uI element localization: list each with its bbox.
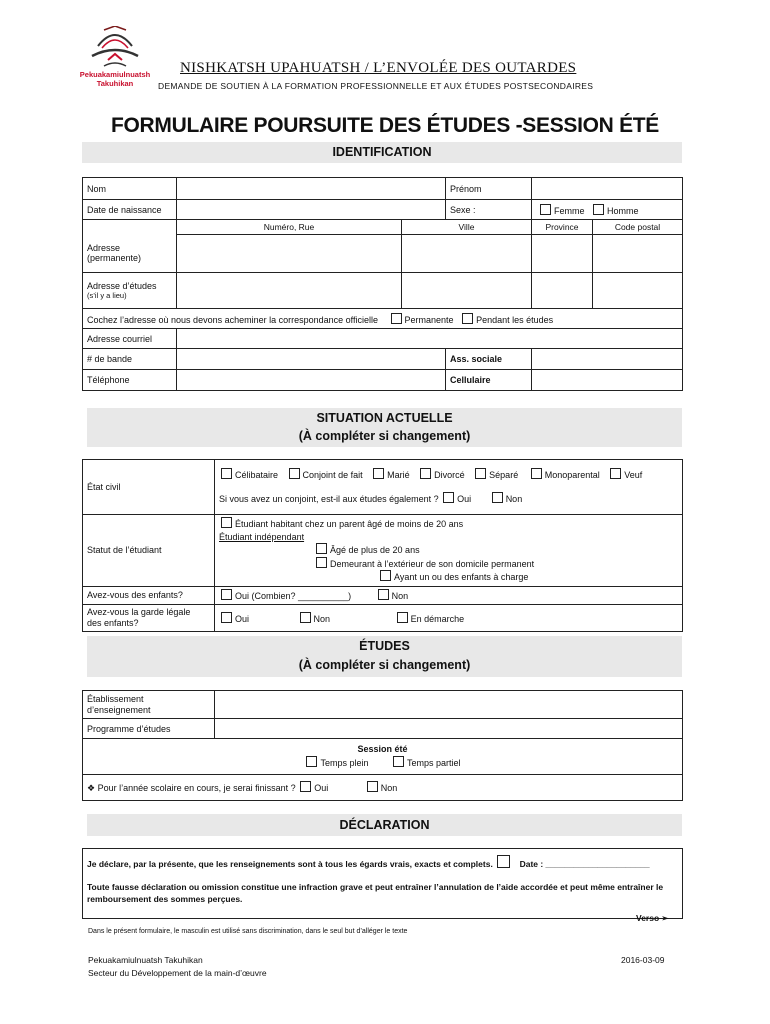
correspondance-label: Cochez l’adresse où nous devons acheminer la correspondance officielle [87,314,379,325]
conjoint-etudes-row [219,487,678,511]
programme-label: Programme d’études [83,719,215,739]
finissant-non-label: Non [380,783,398,793]
logo-emblem-icon [74,26,156,72]
statut-option-1 [219,517,678,531]
programme-field[interactable] [215,719,683,739]
garde-oui-label: Oui [235,613,250,624]
cellulaire-field[interactable] [532,370,683,391]
celibataire-label: Célibataire [235,470,279,480]
statut-age-label: Âgé de plus de 20 ans [330,545,420,555]
etat-civil-options [215,460,683,515]
declaration-warning: Toute fausse déclaration ou omission constitue une infraction grave et peut entraîner l’annulation de l’aide accordée et peut même entraîner le remboursement des sommes perçues. [87,881,664,904]
session-cell [83,739,683,775]
enfants-oui-checkbox[interactable] [221,589,232,600]
cellulaire-label: Cellulaire [446,370,532,391]
veuf-label: Veuf [624,470,643,480]
finissant-row [83,775,683,801]
etudes-table [82,690,683,801]
conjoint-etudes-question: Si vous avez un conjoint, est-il aux études également ? [219,494,439,504]
statut-parent-checkbox[interactable] [221,517,232,528]
ville-header: Ville [402,220,532,235]
situation-subtitle: (À compléter si changement) [298,429,471,443]
bande-label: # de bande [83,349,177,370]
femme-label: Femme [554,205,585,216]
statut-exterieur-checkbox[interactable] [316,557,327,568]
courriel-label: Adresse courriel [83,329,177,349]
etablissement-field[interactable] [215,691,683,719]
statut-age-checkbox[interactable] [316,543,327,554]
adresse-etudes-line2: (s’il y a lieu) [87,291,127,300]
marie-label: Marié [387,470,410,480]
bande-field[interactable] [177,349,446,370]
statut-exterieur-label: Demeurant à l’extérieur de son domicile permanent [330,558,535,569]
adresse-permanente-line1: Adresse [87,243,121,254]
situation-header [87,408,682,447]
garde-line2: des enfants? [87,617,139,628]
conjoint-oui-checkbox[interactable] [443,492,454,503]
adresse-permanente-line2: (permanente) [87,253,142,264]
logo-line-2: Takuhikan [96,79,134,88]
pendant-etudes-label: Pendant les études [476,314,554,325]
identification-header: IDENTIFICATION [82,142,682,163]
monoparental-label: Monoparental [544,470,600,480]
pendant-etudes-checkbox[interactable] [462,313,473,324]
conjoint-de-fait-label: Conjoint de fait [302,470,363,480]
organization-title: NISHKATSH UPAHUATSH / L’ENVOLÉE DES OUTARDES [180,60,577,76]
adresse-etudes-label [83,273,177,309]
logo-line-1: Pekuakamiulnuatsh [79,70,151,79]
etat-civil-label: État civil [83,460,215,515]
garde-demarche-label: En démarche [410,613,465,624]
finissant-question: ❖ Pour l’année scolaire en cours, je serai finissant ? [87,783,296,793]
declaration-header: DÉCLARATION [87,814,682,836]
nom-field[interactable] [177,178,446,200]
situation-table [82,459,683,632]
conjoint-de-fait-checkbox[interactable] [289,468,300,479]
separe-label: Séparé [489,470,519,480]
etablissement-line2: d’enseignement [87,704,151,715]
adresse-permanente-ville-field[interactable] [402,235,532,273]
gender-note: Dans le présent formulaire, le masculin est utilisé sans discrimination, dans le seul but d’alléger le texte [88,928,408,935]
statut-parent-label: Étudiant habitant chez un parent âgé de moins de 20 ans [235,519,464,529]
declaration-checkbox[interactable] [497,855,510,868]
telephone-label: Téléphone [83,370,177,391]
footer-date: 2016-03-09 [621,955,665,965]
adresse-etudes-province-field[interactable] [532,273,593,309]
etudes-title: ÉTUDES [359,639,410,653]
conjoint-non-checkbox[interactable] [492,492,503,503]
etat-civil-option-row [219,463,678,487]
divorce-checkbox[interactable] [420,468,431,479]
verso-indicator: Verso ➢ [636,913,669,923]
garde-label [83,604,215,631]
etablissement-label [83,691,215,719]
adresse-etudes-code-field[interactable] [593,273,683,309]
situation-title: SITUATION ACTUELLE [316,411,453,425]
garde-line1: Avez-vous la garde légale [87,606,191,617]
declaration-statement-row [87,855,678,871]
enfants-non-checkbox[interactable] [378,589,389,600]
ass-sociale-field[interactable] [532,349,683,370]
date-naissance-label: Date de naissance [83,200,177,220]
sexe-label: Sexe : [446,200,532,220]
adresse-permanente-rue-field[interactable] [177,235,402,273]
enfants-non-label: Non [391,591,409,601]
temps-plein-checkbox[interactable] [306,756,317,767]
finissant-oui-label: Oui [314,783,329,793]
separe-checkbox[interactable] [475,468,486,479]
correspondance-row [83,309,683,329]
code-postal-header: Code postal [593,220,683,235]
numero-rue-header: Numéro, Rue [177,220,402,235]
etudes-subtitle: (À compléter si changement) [298,658,471,672]
temps-partiel-checkbox[interactable] [393,756,404,767]
statut-option-2b [219,557,678,571]
permanente-checkbox[interactable] [391,313,402,324]
nom-label: Nom [83,178,177,200]
marie-checkbox[interactable] [373,468,384,479]
garde-demarche-checkbox[interactable] [397,612,408,623]
statut-label: Statut de l’étudiant [83,515,215,587]
prenom-field[interactable] [532,178,683,200]
homme-label: Homme [607,205,639,216]
identification-table [82,177,683,391]
adresse-etudes-ville-field[interactable] [402,273,532,309]
address-corner [83,220,177,235]
homme-checkbox[interactable] [593,204,604,215]
finissant-non-checkbox[interactable] [367,781,378,792]
finissant-oui-checkbox[interactable] [300,781,311,792]
session-options [87,756,678,770]
adresse-etudes-line1: Adresse d’études [87,281,157,291]
form-title: FORMULAIRE POURSUITE DES ÉTUDES -SESSION ÉTÉ [110,114,660,137]
declaration-box [82,848,683,919]
declaration-statement: Je déclare, par la présente, que les renseignements sont à tous les égards vrais, exacts et complets. [87,859,493,869]
temps-plein-label: Temps plein [320,758,369,768]
adresse-permanente-code-field[interactable] [593,235,683,273]
date-naissance-field[interactable] [177,200,446,220]
temps-partiel-label: Temps partiel [407,758,461,768]
declaration-date[interactable]: Date : ______________________ [519,859,650,869]
conjoint-oui-label: Oui [457,494,472,504]
sexe-options [532,200,683,220]
statut-enfants-label: Ayant un ou des enfants à charge [394,572,529,582]
enfants-oui-label: Oui (Combien? __________) [235,591,352,601]
adresse-permanente-province-field[interactable] [532,235,593,273]
statut-enfants-checkbox[interactable] [380,570,391,581]
garde-non-label: Non [313,613,331,624]
permanente-label: Permanente [404,314,454,325]
divorce-label: Divorcé [434,470,465,480]
monoparental-checkbox[interactable] [531,468,542,479]
statut-option-2c [219,570,678,584]
statut-independant-label: Étudiant indépendant [219,531,305,542]
celibataire-checkbox[interactable] [221,468,232,479]
garde-non-checkbox[interactable] [300,612,311,623]
enfants-options [215,586,683,604]
province-header: Province [532,220,593,235]
garde-oui-checkbox[interactable] [221,612,232,623]
conjoint-non-label: Non [505,494,523,504]
adresse-permanente-label [83,235,177,273]
footer-org-line2: Secteur du Développement de la main-d’œuvre [88,968,267,978]
statut-option-2a [219,543,678,557]
adresse-etudes-rue-field[interactable] [177,273,402,309]
courriel-field[interactable] [177,329,683,349]
enfants-label: Avez-vous des enfants? [83,586,215,604]
prenom-label: Prénom [446,178,532,200]
garde-options [215,604,683,631]
telephone-field[interactable] [177,370,446,391]
logo-text [70,70,160,88]
session-label: Session été [357,744,408,754]
footer-org-line1: Pekuakamiulnuatsh Takuhikan [88,955,203,965]
etudes-header [87,636,682,677]
ass-sociale-label: Ass. sociale [446,349,532,370]
etablissement-line1: Établissement [87,693,144,704]
veuf-checkbox[interactable] [610,468,621,479]
femme-checkbox[interactable] [540,204,551,215]
statut-options [215,515,683,587]
organization-subtitle: DEMANDE DE SOUTIEN À LA FORMATION PROFESSIONNELLE ET AUX ÉTUDES POSTSECONDAIRES [158,81,594,91]
